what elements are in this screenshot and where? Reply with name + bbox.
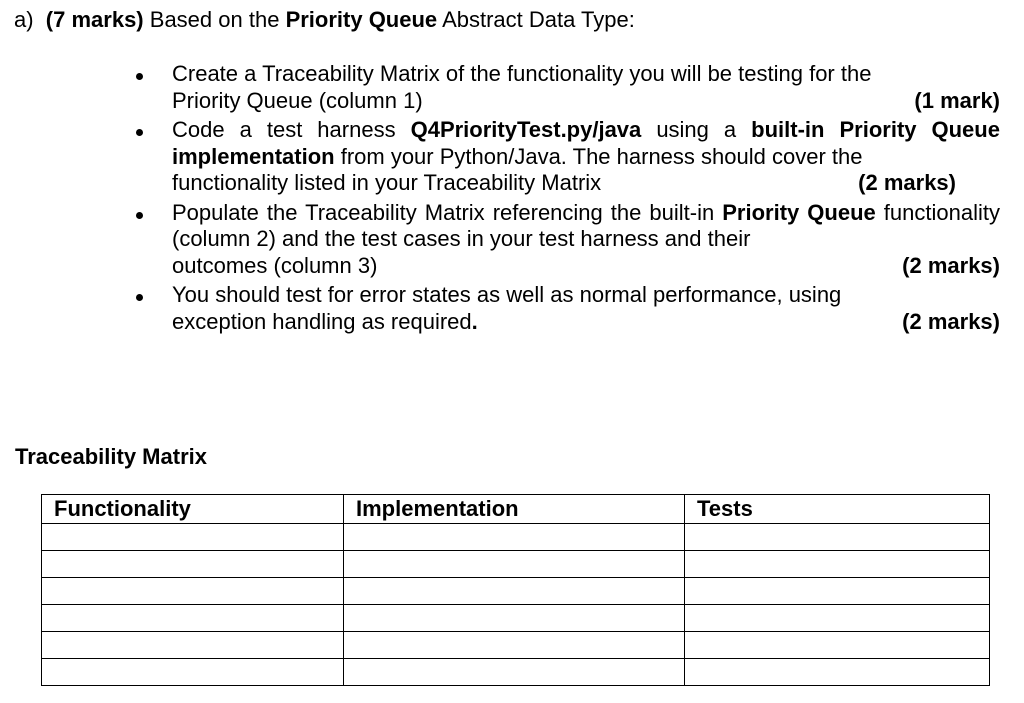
column-header-tests: Tests (685, 495, 990, 524)
table-cell (685, 632, 990, 659)
column-header-implementation: Implementation (344, 495, 685, 524)
task-2-text-4: functionality listed in your Traceability Matrix (172, 170, 602, 195)
task-2-marks: (2 marks) (858, 170, 956, 195)
task-4-period: . (471, 308, 478, 334)
task-1-line1: Create a Traceability Matrix of the functionality you will be testing for the (172, 61, 872, 86)
task-item-4 (130, 282, 1000, 335)
table-cell (685, 605, 990, 632)
task-2-text-3: from your Python/Java. The harness should cover the (340, 143, 863, 169)
question-header (14, 6, 635, 34)
table-cell (685, 659, 990, 686)
column-header-functionality: Functionality (42, 495, 344, 524)
bullet-icon (136, 294, 143, 301)
table-row (42, 524, 990, 551)
table-row (42, 551, 990, 578)
task-2-text-2: using a (656, 117, 737, 142)
question-prefix: a) (14, 7, 34, 32)
table-cell (42, 524, 344, 551)
task-item-3 (130, 200, 1000, 280)
task-item-2 (130, 117, 1000, 197)
table-cell (344, 659, 685, 686)
bullet-icon (136, 129, 143, 136)
table-cell (42, 551, 344, 578)
table-row (42, 632, 990, 659)
task-3-text-2: functionality (column 2) and the test cases in your test harness and their (172, 199, 1000, 251)
task-2-text-1: Code a test harness (172, 117, 396, 142)
task-3-text-3: outcomes (column 3) (172, 252, 378, 278)
table-cell (685, 524, 990, 551)
traceability-matrix-table (41, 494, 990, 686)
table-row (42, 605, 990, 632)
table-cell (42, 632, 344, 659)
task-item-1 (130, 61, 1000, 114)
table-cell (344, 524, 685, 551)
table-row (42, 659, 990, 686)
table-cell (685, 551, 990, 578)
task-2-filename: Q4PriorityTest.py/java (410, 117, 642, 142)
question-text-after: Abstract Data Type: (442, 7, 635, 32)
task-3-priority-queue: Priority Queue (722, 199, 876, 225)
task-2-implementation: implementation (172, 143, 335, 169)
question-marks: (7 marks) (45, 7, 144, 32)
table-cell (685, 578, 990, 605)
matrix-title: Traceability Matrix (15, 444, 207, 469)
task-2-builtin: built-in Priority Queue (751, 117, 1000, 142)
table-cell (344, 551, 685, 578)
bullet-icon (136, 212, 143, 219)
table-cell (344, 605, 685, 632)
task-3-text-1: Populate the Traceability Matrix referencing the built-in (172, 199, 715, 225)
table-cell (344, 578, 685, 605)
task-1-line2: Priority Queue (column 1) (172, 87, 423, 113)
task-4-marks: (2 marks) (902, 308, 1000, 334)
table-row (42, 578, 990, 605)
bullet-icon (136, 73, 143, 80)
task-4-text-1: You should test for error states as well as normal performance, using (172, 282, 842, 307)
adt-name: Priority Queue (285, 7, 438, 32)
table-cell (42, 578, 344, 605)
table-cell (344, 632, 685, 659)
table-header-row (42, 495, 990, 524)
table-cell (42, 659, 344, 686)
task-3-marks: (2 marks) (902, 252, 1000, 278)
question-text-before: Based on the (149, 7, 280, 32)
task-list (130, 61, 1000, 338)
table-body (42, 524, 990, 686)
task-4-text-2: exception handling as required (172, 308, 472, 334)
task-1-marks: (1 mark) (914, 87, 1000, 113)
table-cell (42, 605, 344, 632)
